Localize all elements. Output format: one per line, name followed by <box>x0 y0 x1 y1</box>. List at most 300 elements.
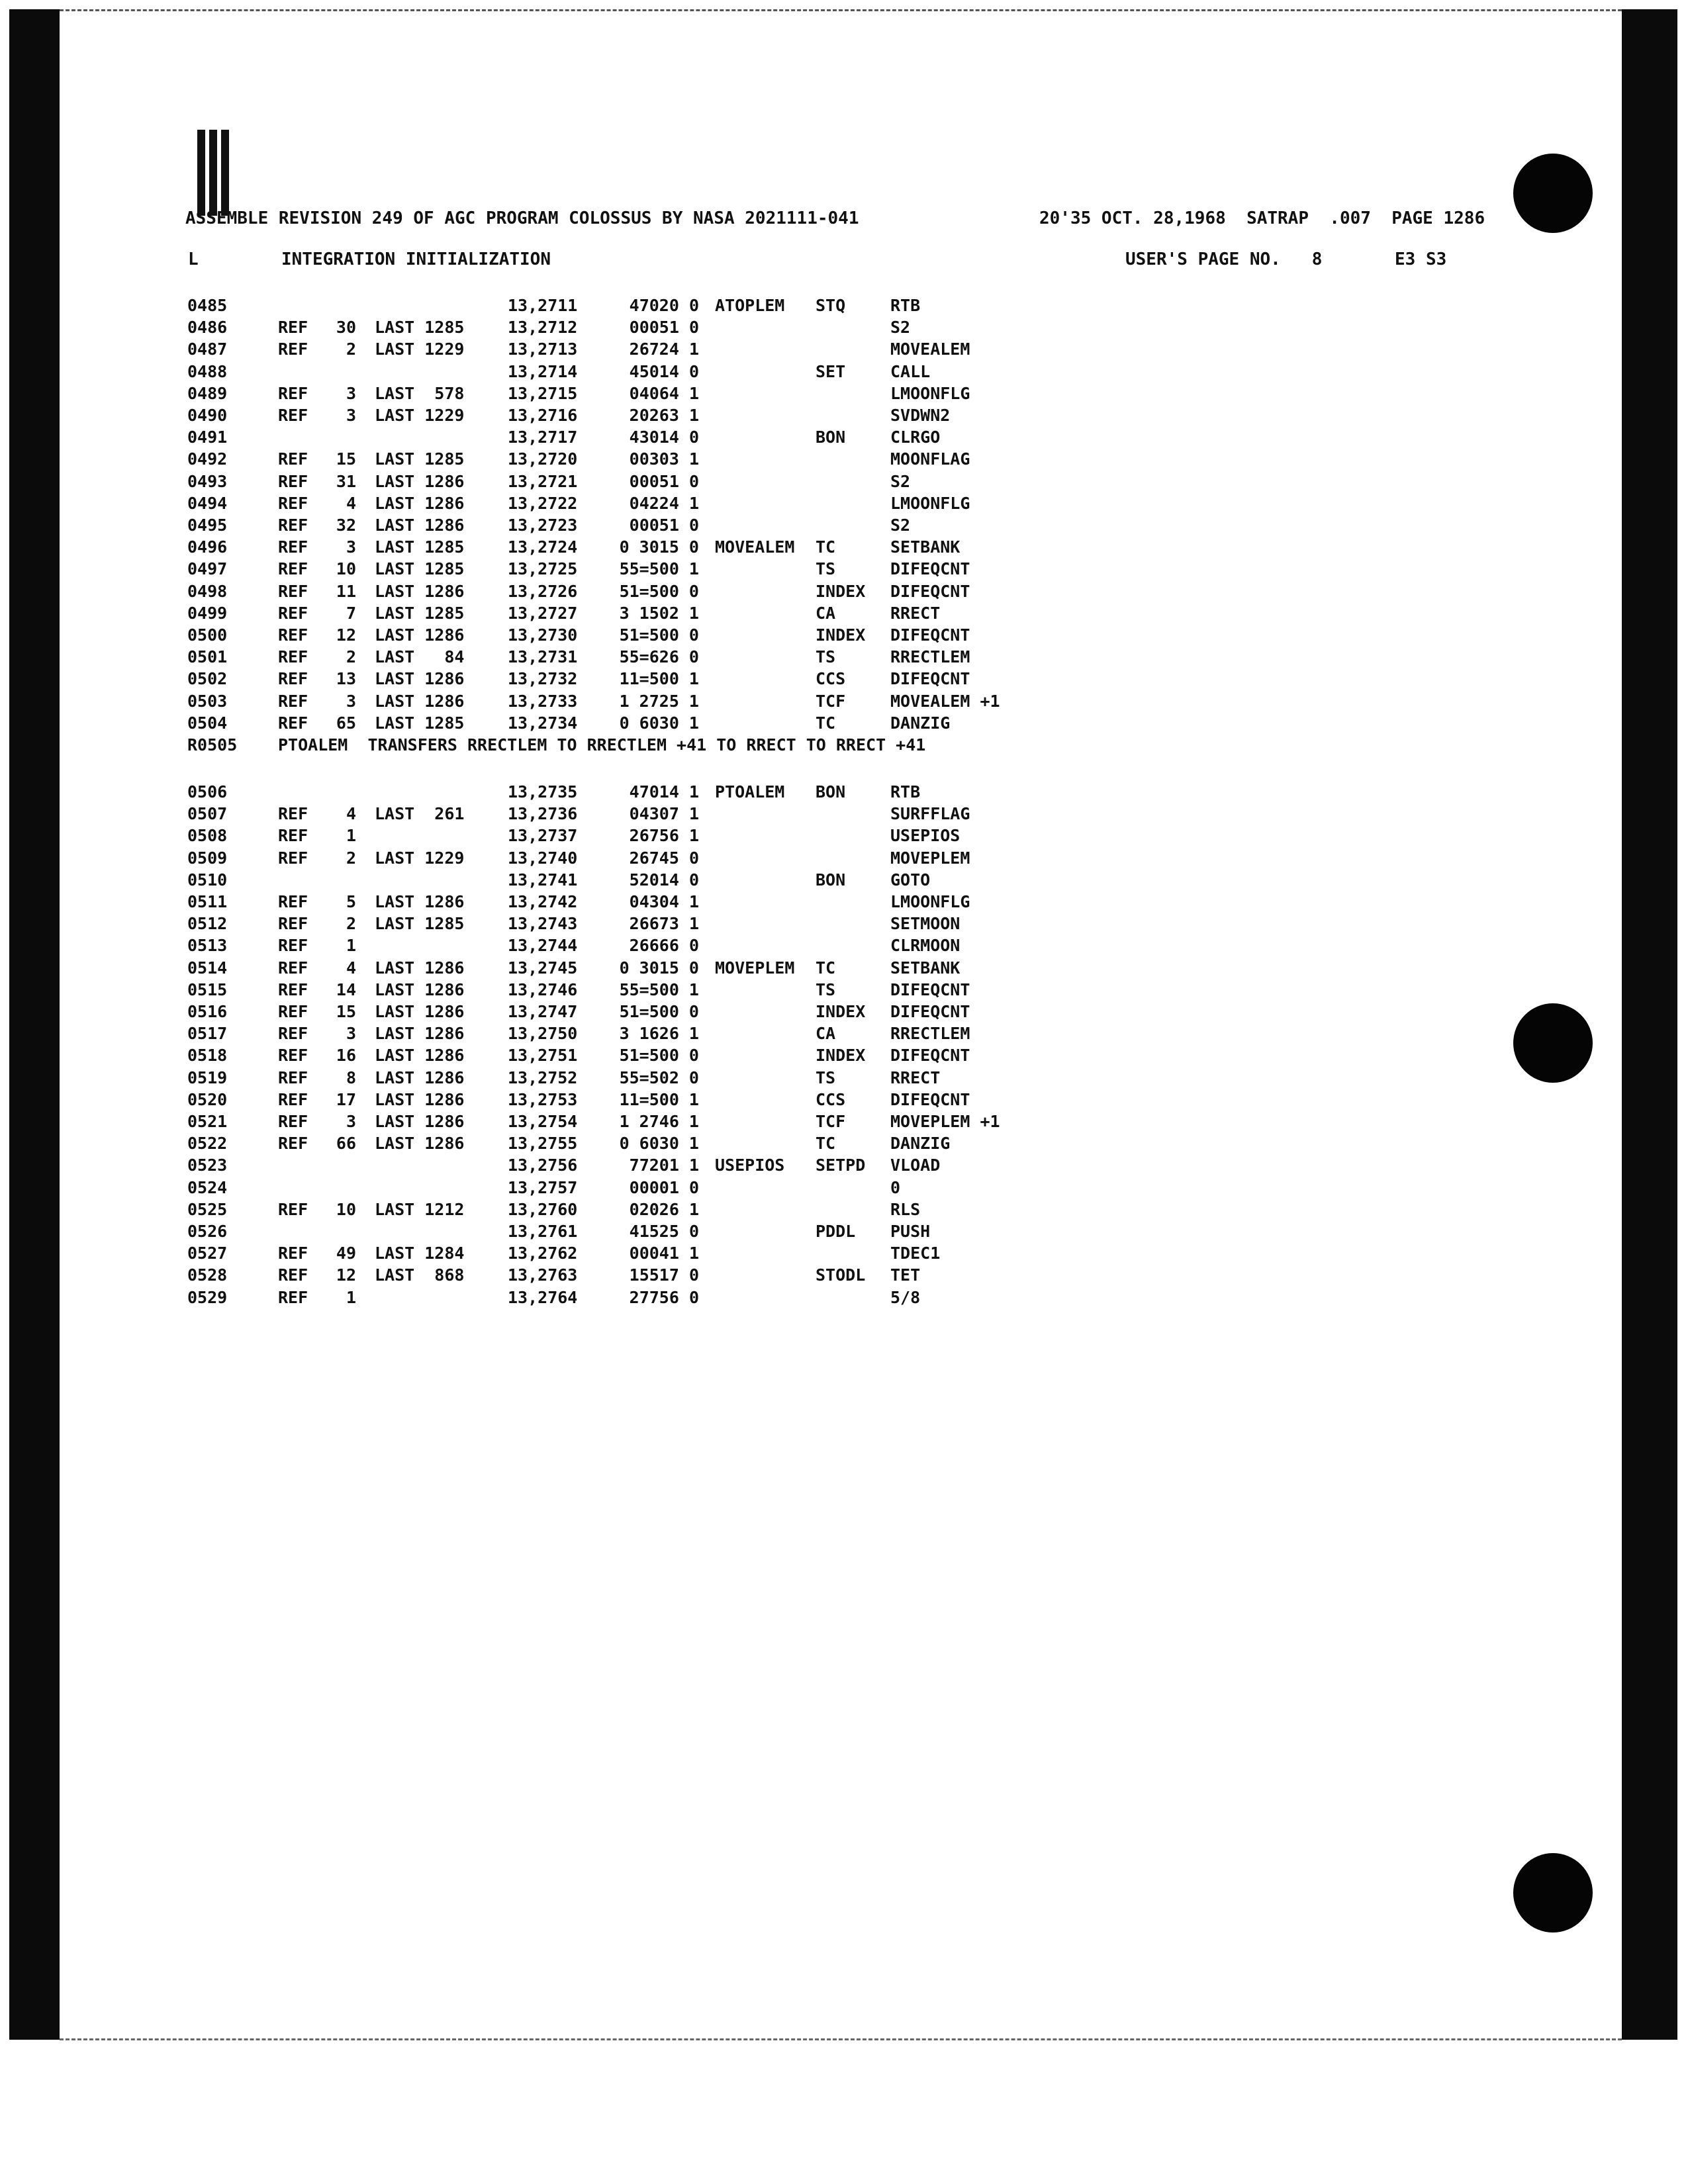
row-address: 13,2754 <box>508 1112 578 1131</box>
row-last: LAST 1286 <box>375 1024 465 1044</box>
row-ref: 2 <box>346 647 356 667</box>
row-opcode: BON <box>816 782 846 801</box>
row-opcode: BON <box>816 870 846 889</box>
row-flag: REF <box>278 603 308 623</box>
row-seq: 0512 <box>187 914 228 934</box>
row-address: 13,2715 <box>508 383 578 403</box>
row-flag: REF <box>278 1046 308 1066</box>
row-operand: MOVEALEM +1 <box>890 691 1000 711</box>
row-operand: VLOAD <box>890 1156 941 1175</box>
row-flag: REF <box>278 914 308 934</box>
row-operand: RLS <box>890 1199 921 1219</box>
row-flag: REF <box>278 1244 308 1263</box>
row-address: 13,2732 <box>508 669 578 689</box>
row-last: LAST 1285 <box>375 914 465 934</box>
row-opcode: TC <box>816 713 836 733</box>
row-code: 51=500 0 <box>619 581 699 601</box>
row-code: 0 3015 0 <box>619 537 699 557</box>
row-operand: RRECT <box>890 603 941 623</box>
row-last: LAST 1286 <box>375 892 465 911</box>
listing-header: ASSEMBLE REVISION 249 OF AGC PROGRAM COLOSSUS BY NASA 2021111-041 <box>185 208 859 228</box>
row-flag: REF <box>278 826 308 846</box>
row-seq: 0491 <box>187 428 228 447</box>
row-seq: 0520 <box>187 1089 228 1109</box>
row-flag: REF <box>278 713 308 733</box>
row-flag: REF <box>278 581 308 601</box>
row-opcode: SETPD <box>816 1156 866 1175</box>
row-label: MOVEPLEM <box>715 958 795 978</box>
row-ref: 3 <box>346 406 356 425</box>
row-opcode: INDEX <box>816 1046 866 1066</box>
row-seq: 0497 <box>187 559 228 579</box>
row-address: 13,2711 <box>508 296 578 315</box>
row-code: 26745 0 <box>629 848 699 868</box>
row-seq: 0510 <box>187 870 228 889</box>
row-code: 3 1502 1 <box>619 603 699 623</box>
row-opcode: CCS <box>816 1089 846 1109</box>
row-address: 13,2723 <box>508 516 578 535</box>
row-seq: 0524 <box>187 1177 228 1197</box>
row-address: 13,2722 <box>508 493 578 513</box>
row-flag: REF <box>278 340 308 359</box>
row-seq: 0498 <box>187 581 228 601</box>
row-seq: 0487 <box>187 340 228 359</box>
row-code: 52014 0 <box>629 870 699 889</box>
row-code: 00001 0 <box>629 1177 699 1197</box>
remark-seq: R0505 <box>187 735 238 754</box>
row-seq: 0499 <box>187 603 228 623</box>
row-seq: 0527 <box>187 1244 228 1263</box>
row-seq: 0501 <box>187 647 228 667</box>
row-operand: DANZIG <box>890 1134 951 1154</box>
scan-edge-right <box>1622 9 1677 2040</box>
row-ref: 13 <box>336 669 356 689</box>
row-code: 26673 1 <box>629 914 699 934</box>
row-address: 13,2755 <box>508 1134 578 1154</box>
row-address: 13,2727 <box>508 603 578 623</box>
row-operand: USEPIOS <box>890 826 961 846</box>
row-last: LAST 1286 <box>375 1134 465 1154</box>
row-last: LAST 1286 <box>375 1112 465 1131</box>
row-last: LAST 261 <box>375 804 465 824</box>
row-code: 47020 0 <box>629 296 699 315</box>
row-opcode: INDEX <box>816 581 866 601</box>
row-seq: 0493 <box>187 471 228 491</box>
row-last: LAST 1286 <box>375 493 465 513</box>
row-flag: REF <box>278 537 308 557</box>
row-opcode: TS <box>816 979 836 999</box>
row-last: LAST 1285 <box>375 318 465 338</box>
section-marker: L <box>188 250 199 269</box>
row-code: 20263 1 <box>629 406 699 425</box>
row-seq: 0515 <box>187 979 228 999</box>
row-address: 13,2756 <box>508 1156 578 1175</box>
row-seq: 0494 <box>187 493 228 513</box>
row-flag: REF <box>278 406 308 425</box>
row-operand: DIFEQCNT <box>890 1046 970 1066</box>
row-opcode: STQ <box>816 296 846 315</box>
row-operand: DIFEQCNT <box>890 1089 970 1109</box>
row-code: 00051 0 <box>629 318 699 338</box>
row-ref: 15 <box>336 449 356 469</box>
row-code: 04224 1 <box>629 493 699 513</box>
row-seq: 0529 <box>187 1287 228 1307</box>
row-address: 13,2753 <box>508 1089 578 1109</box>
row-seq: 0517 <box>187 1024 228 1044</box>
row-flag: REF <box>278 691 308 711</box>
perforation-bottom <box>60 2038 1622 2040</box>
row-seq: 0522 <box>187 1134 228 1154</box>
row-seq: 0496 <box>187 537 228 557</box>
row-operand: SVDWN2 <box>890 406 951 425</box>
row-last: LAST 1286 <box>375 1089 465 1109</box>
row-seq: 0488 <box>187 361 228 381</box>
row-code: 26724 1 <box>629 340 699 359</box>
row-ref: 12 <box>336 625 356 645</box>
row-ref: 31 <box>336 471 356 491</box>
row-seq: 0514 <box>187 958 228 978</box>
row-opcode: CA <box>816 603 836 623</box>
row-code: 11=500 1 <box>619 1089 699 1109</box>
row-seq: 0526 <box>187 1222 228 1241</box>
row-operand: SETMOON <box>890 914 961 934</box>
row-operand: DIFEQCNT <box>890 669 970 689</box>
row-address: 13,2734 <box>508 713 578 733</box>
remark-text: PTOALEM TRANSFERS RRECTLEM TO RRECTLEM +41 TO RRECT TO RRECT +41 <box>278 735 926 754</box>
row-address: 13,2744 <box>508 936 578 956</box>
row-label: ATOPLEM <box>715 296 785 315</box>
row-address: 13,2726 <box>508 581 578 601</box>
row-ref: 16 <box>336 1046 356 1066</box>
row-ref: 3 <box>346 691 356 711</box>
row-code: 15517 0 <box>629 1265 699 1285</box>
row-address: 13,2736 <box>508 804 578 824</box>
row-code: 41525 0 <box>629 1222 699 1241</box>
row-ref: 3 <box>346 1112 356 1131</box>
row-ref: 4 <box>346 493 356 513</box>
row-opcode: INDEX <box>816 625 866 645</box>
row-ref: 8 <box>346 1068 356 1087</box>
row-address: 13,2714 <box>508 361 578 381</box>
row-last: LAST 1286 <box>375 958 465 978</box>
row-seq: 0508 <box>187 826 228 846</box>
row-ref: 14 <box>336 979 356 999</box>
row-opcode: BON <box>816 428 846 447</box>
row-address: 13,2741 <box>508 870 578 889</box>
row-opcode: STODL <box>816 1265 866 1285</box>
row-address: 13,2721 <box>508 471 578 491</box>
row-address: 13,2760 <box>508 1199 578 1219</box>
row-ref: 12 <box>336 1265 356 1285</box>
row-flag: REF <box>278 892 308 911</box>
row-seq: 0518 <box>187 1046 228 1066</box>
row-flag: REF <box>278 1199 308 1219</box>
row-opcode: TC <box>816 958 836 978</box>
row-operand: CLRGO <box>890 428 941 447</box>
section-title: INTEGRATION INITIALIZATION <box>281 250 551 269</box>
row-code: 00051 0 <box>629 471 699 491</box>
row-operand: DANZIG <box>890 713 951 733</box>
row-operand: TET <box>890 1265 921 1285</box>
perforation-top <box>60 9 1622 11</box>
row-seq: 0516 <box>187 1002 228 1021</box>
row-opcode: TC <box>816 537 836 557</box>
row-seq: 0490 <box>187 406 228 425</box>
row-ref: 4 <box>346 958 356 978</box>
row-operand: DIFEQCNT <box>890 1002 970 1021</box>
row-code: 11=500 1 <box>619 669 699 689</box>
row-ref: 32 <box>336 516 356 535</box>
row-last: LAST 1286 <box>375 669 465 689</box>
row-label: USEPIOS <box>715 1156 785 1175</box>
row-flag: REF <box>278 1002 308 1021</box>
row-code: 43014 0 <box>629 428 699 447</box>
row-opcode: TS <box>816 559 836 579</box>
row-address: 13,2764 <box>508 1287 578 1307</box>
row-code: 55=500 1 <box>619 559 699 579</box>
row-last: LAST 1285 <box>375 603 465 623</box>
row-address: 13,2724 <box>508 537 578 557</box>
row-operand: SETBANK <box>890 958 961 978</box>
row-seq: 0485 <box>187 296 228 315</box>
user-page-info: USER'S PAGE NO. 8 E3 S3 <box>1125 250 1447 269</box>
row-address: 13,2752 <box>508 1068 578 1087</box>
row-flag: REF <box>278 848 308 868</box>
row-opcode: TCF <box>816 691 846 711</box>
row-operand: MOVEALEM <box>890 340 970 359</box>
row-address: 13,2761 <box>508 1222 578 1241</box>
punch-hole-top <box>1513 154 1593 233</box>
row-seq: 0506 <box>187 782 228 801</box>
row-code: 02026 1 <box>629 1199 699 1219</box>
row-address: 13,2716 <box>508 406 578 425</box>
row-flag: REF <box>278 1068 308 1087</box>
row-operand: RTB <box>890 782 921 801</box>
row-last: LAST 84 <box>375 647 465 667</box>
row-ref: 17 <box>336 1089 356 1109</box>
row-seq: 0523 <box>187 1156 228 1175</box>
row-ref: 30 <box>336 318 356 338</box>
row-code: 0 6030 1 <box>619 1134 699 1154</box>
row-code: 1 2746 1 <box>619 1112 699 1131</box>
row-operand: DIFEQCNT <box>890 581 970 601</box>
row-ref: 2 <box>346 914 356 934</box>
row-flag: REF <box>278 559 308 579</box>
row-ref: 4 <box>346 804 356 824</box>
row-operand: MOVEPLEM <box>890 848 970 868</box>
row-last: LAST 1229 <box>375 848 465 868</box>
row-ref: 66 <box>336 1134 356 1154</box>
row-address: 13,2712 <box>508 318 578 338</box>
row-last: LAST 1229 <box>375 406 465 425</box>
row-code: 55=626 0 <box>619 647 699 667</box>
row-last: LAST 1285 <box>375 537 465 557</box>
row-opcode: PDDL <box>816 1222 856 1241</box>
row-flag: REF <box>278 1134 308 1154</box>
row-operand: LMOONFLG <box>890 493 970 513</box>
row-address: 13,2730 <box>508 625 578 645</box>
row-ref: 3 <box>346 1024 356 1044</box>
row-opcode: TCF <box>816 1112 846 1131</box>
row-flag: REF <box>278 1287 308 1307</box>
row-last: LAST 868 <box>375 1265 465 1285</box>
row-operand: DIFEQCNT <box>890 625 970 645</box>
row-flag: REF <box>278 647 308 667</box>
row-ref: 2 <box>346 848 356 868</box>
row-address: 13,2731 <box>508 647 578 667</box>
row-opcode: TC <box>816 1134 836 1154</box>
row-ref: 65 <box>336 713 356 733</box>
row-last: LAST 1286 <box>375 625 465 645</box>
row-operand: CLRMOON <box>890 936 961 956</box>
row-last: LAST 1286 <box>375 979 465 999</box>
row-ref: 7 <box>346 603 356 623</box>
margin-marks <box>197 130 240 216</box>
row-code: 04064 1 <box>629 383 699 403</box>
row-last: LAST 1229 <box>375 340 465 359</box>
row-ref: 1 <box>346 1287 356 1307</box>
row-code: 00051 0 <box>629 516 699 535</box>
row-operand: RRECTLEM <box>890 647 970 667</box>
row-opcode: CCS <box>816 669 846 689</box>
row-seq: 0525 <box>187 1199 228 1219</box>
row-flag: REF <box>278 318 308 338</box>
row-operand: LMOONFLG <box>890 892 970 911</box>
row-operand: S2 <box>890 516 911 535</box>
row-code: 04304 1 <box>629 892 699 911</box>
row-code: 27756 0 <box>629 1287 699 1307</box>
row-ref: 15 <box>336 1002 356 1021</box>
row-flag: REF <box>278 493 308 513</box>
row-code: 00041 1 <box>629 1244 699 1263</box>
row-flag: REF <box>278 958 308 978</box>
row-operand: PUSH <box>890 1222 931 1241</box>
row-operand: RRECT <box>890 1068 941 1087</box>
row-operand: DIFEQCNT <box>890 559 970 579</box>
row-address: 13,2733 <box>508 691 578 711</box>
row-code: 55=502 0 <box>619 1068 699 1087</box>
row-operand: S2 <box>890 318 911 338</box>
row-seq: 0511 <box>187 892 228 911</box>
row-address: 13,2747 <box>508 1002 578 1021</box>
row-last: LAST 1286 <box>375 516 465 535</box>
row-operand: SETBANK <box>890 537 961 557</box>
row-ref: 1 <box>346 826 356 846</box>
row-address: 13,2735 <box>508 782 578 801</box>
row-operand: DIFEQCNT <box>890 979 970 999</box>
row-opcode: SET <box>816 361 846 381</box>
row-code: 3 1626 1 <box>619 1024 699 1044</box>
row-flag: REF <box>278 979 308 999</box>
punch-hole-bottom <box>1513 1853 1593 1933</box>
row-address: 13,2717 <box>508 428 578 447</box>
row-last: LAST 1285 <box>375 559 465 579</box>
row-seq: 0486 <box>187 318 228 338</box>
row-flag: REF <box>278 669 308 689</box>
row-address: 13,2725 <box>508 559 578 579</box>
row-code: 77201 1 <box>629 1156 699 1175</box>
row-ref: 3 <box>346 383 356 403</box>
row-ref: 2 <box>346 340 356 359</box>
row-ref: 5 <box>346 892 356 911</box>
row-seq: 0504 <box>187 713 228 733</box>
row-address: 13,2757 <box>508 1177 578 1197</box>
row-address: 13,2751 <box>508 1046 578 1066</box>
row-last: LAST 1212 <box>375 1199 465 1219</box>
row-flag: REF <box>278 516 308 535</box>
row-operand: CALL <box>890 361 931 381</box>
row-flag: REF <box>278 1112 308 1131</box>
row-ref: 49 <box>336 1244 356 1263</box>
row-ref: 10 <box>336 559 356 579</box>
row-address: 13,2750 <box>508 1024 578 1044</box>
row-code: 45014 0 <box>629 361 699 381</box>
row-operand: TDEC1 <box>890 1244 941 1263</box>
row-code: 47014 1 <box>629 782 699 801</box>
row-code: 1 2725 1 <box>619 691 699 711</box>
row-last: LAST 1286 <box>375 581 465 601</box>
row-operand: SURFFLAG <box>890 804 970 824</box>
row-code: 26756 1 <box>629 826 699 846</box>
row-operand: RTB <box>890 296 921 315</box>
row-opcode: TS <box>816 1068 836 1087</box>
row-flag: REF <box>278 625 308 645</box>
row-address: 13,2763 <box>508 1265 578 1285</box>
row-code: 51=500 0 <box>619 625 699 645</box>
row-seq: 0528 <box>187 1265 228 1285</box>
punch-hole-middle <box>1513 1003 1593 1083</box>
row-operand: LMOONFLG <box>890 383 970 403</box>
row-opcode: CA <box>816 1024 836 1044</box>
row-ref: 3 <box>346 537 356 557</box>
row-seq: 0492 <box>187 449 228 469</box>
row-seq: 0507 <box>187 804 228 824</box>
row-flag: REF <box>278 449 308 469</box>
row-last: LAST 1285 <box>375 449 465 469</box>
row-code: 26666 0 <box>629 936 699 956</box>
row-flag: REF <box>278 936 308 956</box>
row-address: 13,2742 <box>508 892 578 911</box>
row-operand: GOTO <box>890 870 931 889</box>
row-seq: 0502 <box>187 669 228 689</box>
row-seq: 0495 <box>187 516 228 535</box>
row-address: 13,2713 <box>508 340 578 359</box>
row-address: 13,2720 <box>508 449 578 469</box>
row-flag: REF <box>278 1265 308 1285</box>
row-code: 04307 1 <box>629 804 699 824</box>
row-flag: REF <box>278 1089 308 1109</box>
row-last: LAST 1286 <box>375 471 465 491</box>
row-seq: 0521 <box>187 1112 228 1131</box>
row-ref: 11 <box>336 581 356 601</box>
row-last: LAST 1284 <box>375 1244 465 1263</box>
row-address: 13,2746 <box>508 979 578 999</box>
row-operand: MOONFLAG <box>890 449 970 469</box>
row-code: 00303 1 <box>629 449 699 469</box>
row-operand: S2 <box>890 471 911 491</box>
row-last: LAST 578 <box>375 383 465 403</box>
row-code: 51=500 0 <box>619 1046 699 1066</box>
row-last: LAST 1286 <box>375 1046 465 1066</box>
listing-header-date-page: 20'35 OCT. 28,1968 SATRAP .007 PAGE 1286 <box>1039 208 1485 228</box>
row-operand: RRECTLEM <box>890 1024 970 1044</box>
row-opcode: TS <box>816 647 836 667</box>
row-label: MOVEALEM <box>715 537 795 557</box>
row-ref: 10 <box>336 1199 356 1219</box>
row-seq: 0500 <box>187 625 228 645</box>
row-flag: REF <box>278 804 308 824</box>
row-seq: 0489 <box>187 383 228 403</box>
